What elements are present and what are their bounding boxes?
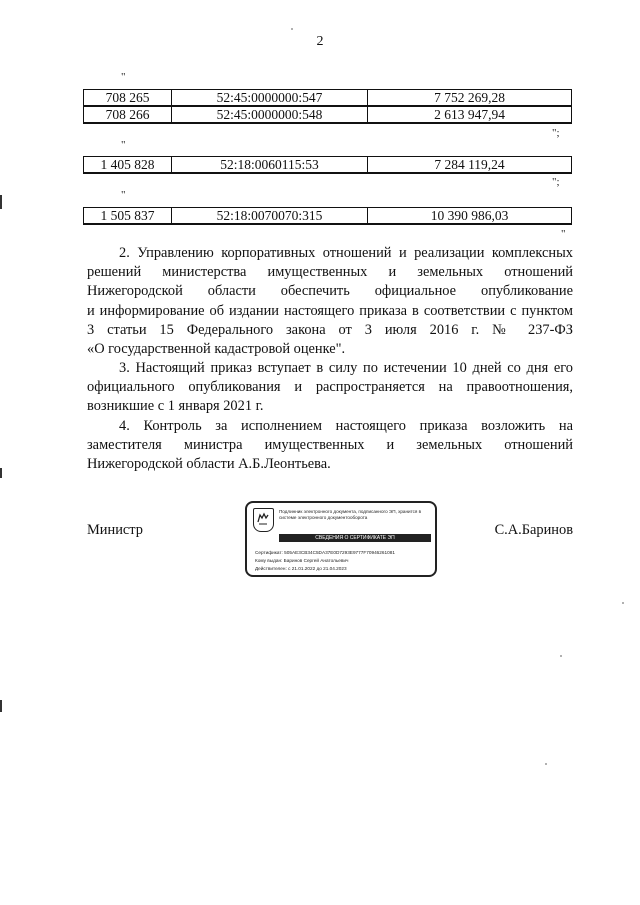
paragraph-line: возникшие с 1 января 2021 г. [87, 398, 264, 415]
cadastral-value: 2 613 947,94 [368, 106, 572, 123]
validity-row: Действителен: с 21.01.2022 до 21.04.2023 [255, 566, 347, 571]
signatory-name: С.А.Баринов [494, 522, 573, 538]
stamp-header: СВЕДЕНИЯ О СЕРТИФИКАТЕ ЭП [279, 534, 431, 542]
scan-edge-mark [0, 195, 2, 209]
certificate-serial: 505AE3CB34C5DA37E0D7293E9777F70946261081 [284, 550, 395, 555]
signatory-position: Министр [87, 522, 143, 538]
cadastral-number: 52:18:0060115:53 [172, 157, 368, 174]
paragraph-line: «О государственной кадастровой оценке". [87, 341, 346, 358]
cadastral-value: 7 752 269,28 [368, 90, 572, 107]
e-signature-stamp [245, 501, 437, 577]
certificate-validity: с 21.01.2022 до 21.04.2023 [288, 566, 347, 571]
cadastral-table-2 [83, 156, 572, 174]
stamp-note: Подлинник электронного документа, подписанного ЭП, хранится в системе электронного документооборота [279, 509, 422, 520]
close-quote: "; [552, 127, 560, 139]
open-quote: " [121, 189, 126, 201]
owner-row: Кому выдан: Баринов Сергей Анатольевич [255, 558, 349, 563]
cadastral-value: 10 390 986,03 [368, 208, 572, 225]
table-row [84, 157, 572, 174]
paragraph-line: 2. Управлению корпоративных отношений и реализации комплексных [119, 245, 573, 261]
scan-speck [291, 28, 293, 30]
scan-speck [622, 602, 624, 604]
coat-of-arms-icon [253, 508, 274, 532]
close-quote: "; [552, 176, 560, 188]
row-number: 1 405 828 [84, 157, 172, 174]
scan-speck [560, 655, 562, 657]
paragraph-4 [87, 417, 573, 475]
certificate-row: Сертификат: 505AE3CB34C5DA37E0D7293E9777F70946261081 [255, 550, 395, 555]
scan-edge-mark [0, 468, 2, 478]
paragraph-line: и информирование об издании настоящего приказа в соответствии с пунктом [87, 302, 573, 319]
table-row [84, 106, 572, 123]
close-quote: " [561, 228, 566, 240]
scan-edge-mark [0, 700, 2, 712]
page-number: 2 [316, 34, 324, 49]
cadastral-number: 52:18:0070070:315 [172, 208, 368, 225]
cadastral-value: 7 284 119,24 [368, 157, 572, 174]
paragraph-line: Нижегородской области обеспечить официальное опубликование [87, 283, 573, 300]
paragraph-2 [87, 244, 573, 359]
paragraph-line: 4. Контроль за исполнением настоящего приказа возложить на [119, 418, 573, 434]
scan-speck [545, 763, 547, 765]
cadastral-table-3 [83, 207, 572, 225]
open-quote: " [121, 139, 126, 151]
paragraph-line: решений министерства имущественных и земельных отношений [87, 264, 573, 281]
certificate-owner: Баринов Сергей Анатольевич [283, 558, 349, 563]
row-number: 708 265 [84, 90, 172, 107]
paragraph-line: официального опубликования и распространяется на правоотношения, [87, 379, 573, 396]
cadastral-number: 52:45:0000000:548 [172, 106, 368, 123]
cadastral-number: 52:45:0000000:547 [172, 90, 368, 107]
paragraph-line: заместителя министра имущественных и земельных отношений [87, 437, 573, 454]
open-quote: " [121, 71, 126, 83]
paragraph-line: Нижегородской области А.Б.Леонтьева. [87, 456, 331, 473]
row-number: 708 266 [84, 106, 172, 123]
paragraph-line: 3. Настоящий приказ вступает в силу по истечении 10 дней со дня его [119, 360, 573, 376]
paragraph-3 [87, 359, 573, 417]
table-row [84, 208, 572, 225]
paragraph-line: 3 статьи 15 Федерального закона от 3 июля 2016 г. № 237-ФЗ [87, 321, 573, 338]
row-number: 1 505 837 [84, 208, 172, 225]
cadastral-table-1 [83, 89, 572, 124]
table-row [84, 90, 572, 107]
